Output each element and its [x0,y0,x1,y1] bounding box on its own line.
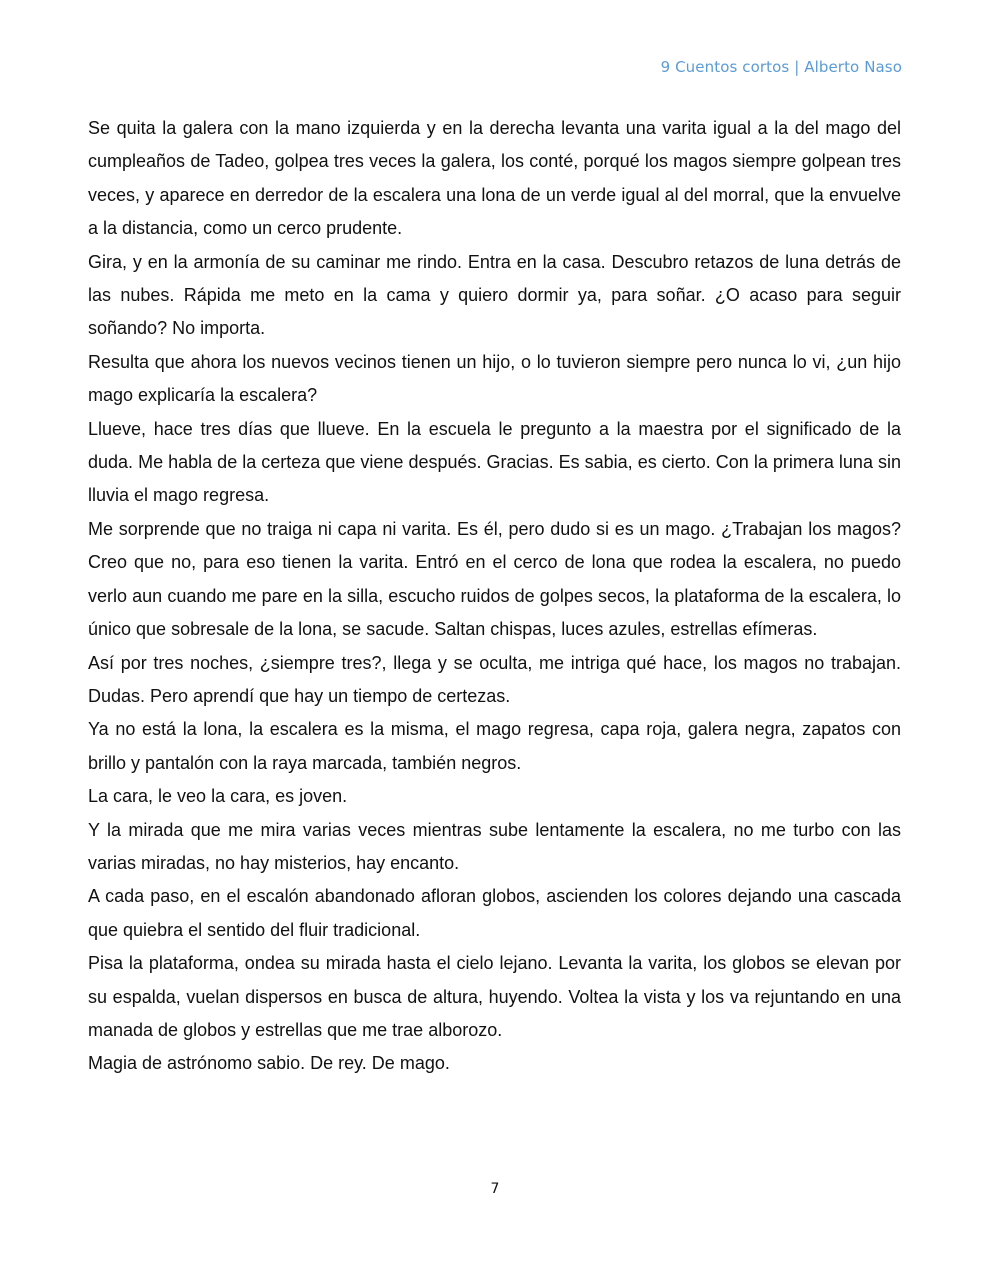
paragraph: Gira, y en la armonía de su caminar me rindo. Entra en la casa. Descubro retazos de luna detrás de las nubes. Rápida me meto en la cama y quiero dormir ya, para soñar. ¿O acaso para seguir soñando? No importa. [88,251,901,339]
paragraph: A cada paso, en el escalón abandonado afloran globos, ascienden los colores dejando una cascada que quiebra el sentido del fluir tradicional. [88,886,901,940]
paragraph: Pisa la plataforma, ondea su mirada hasta el cielo lejano. Levanta la varita, los globos se elevan por su espalda, vuelan dispersos en busca de altura, huyendo. Voltea la vista y los va rejuntando en una manada de globos y estrellas que me trae alborozo. [88,953,901,1040]
paragraph: Me sorprende que no traiga ni capa ni varita. Es él, pero dudo si es un mago. ¿Trabajan los magos? Creo que no, para eso tienen la varita. Entró en el cerco de lona que rodea la escalera, no puedo verlo aun cuando me pare en la silla, escucho ruidos de golpes secos, la plataforma de la escalera, lo único que sobresale de la lona, se sacude. Saltan chispas, luces azules, estrellas efímeras. [88,518,901,640]
paragraph: La cara, le veo la cara, es joven. [88,786,348,807]
paragraph: Resulta que ahora los nuevos vecinos tienen un hijo, o lo tuvieron siempre pero nunca lo vi, ¿un hijo mago explicaría la escalera? [88,351,901,406]
running-header: 9 Cuentos cortos | Alberto Naso [660,58,902,76]
paragraph: Así por tres noches, ¿siempre tres?, llega y se oculta, me intriga qué hace, los magos no trabajan. Dudas. Pero aprendí que hay un tiempo de certezas. [88,652,901,706]
paragraph: Llueve, hace tres días que llueve. En la escuela le pregunto a la maestra por el significado de la duda. Me habla de la certeza que viene después. Gracias. Es sabia, es cierto. Con la primera luna sin lluvia el mago regresa. [88,418,901,506]
paragraph: Magia de astrónomo sabio. De rey. De mago. [88,1053,450,1074]
paragraph: Y la mirada que me mira varias veces mientras sube lentamente la escalera, no me turbo con las varias miradas, no hay misterios, hay encanto. [88,819,901,873]
page-number: 7 [490,1181,500,1197]
paragraph: Se quita la galera con la mano izquierda y en la derecha levanta una varita igual a la del mago del cumpleaños de Tadeo, golpea tres veces la galera, los conté, porqué los magos siempre golpean tres veces, y aparece en derredor de la escalera una lona de un verde igual al del morral, que la envuelve a la distancia, como un cerco prudente. [88,118,901,239]
paragraph: Ya no está la lona, la escalera es la misma, el mago regresa, capa roja, galera negra, zapatos con brillo y pantalón con la raya marcada, también negros. [88,719,901,773]
story-body [88,112,901,1081]
